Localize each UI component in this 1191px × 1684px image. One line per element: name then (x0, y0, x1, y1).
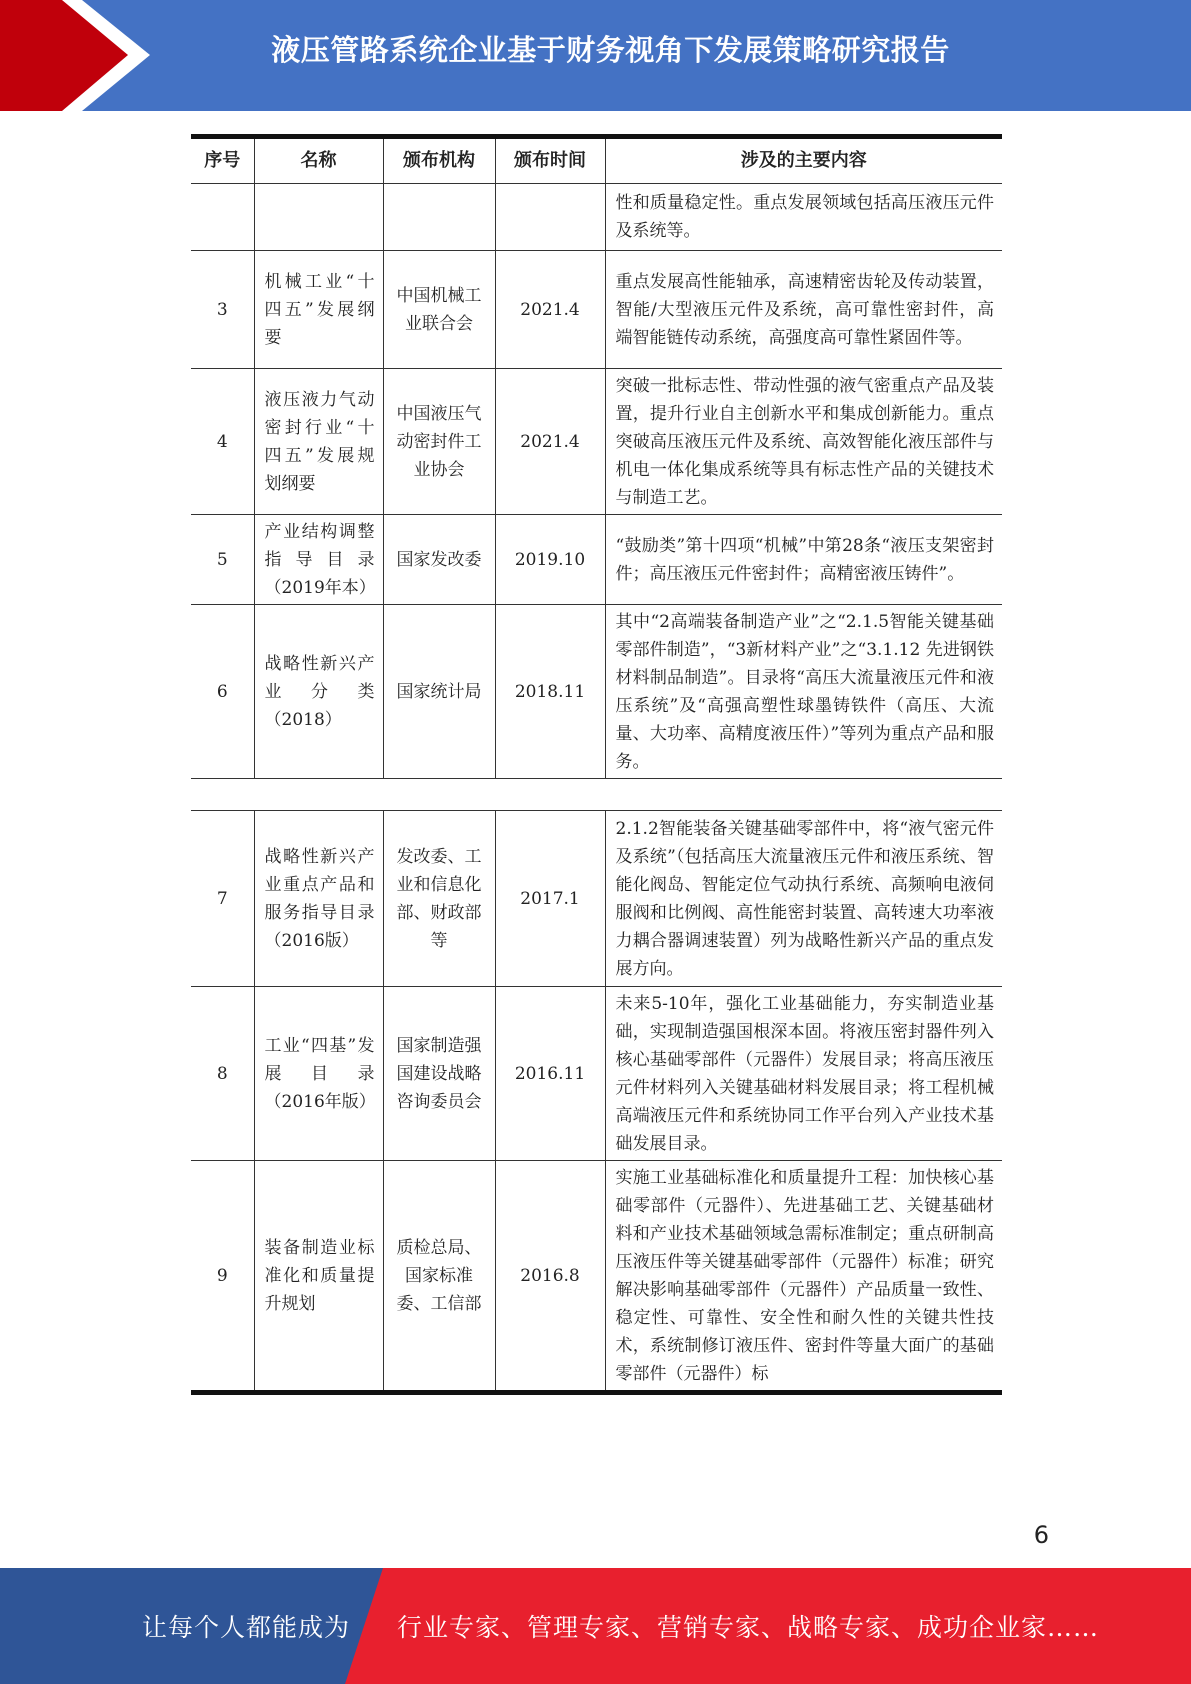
cell-name: 工业“四基”发展目录（2016年版） (254, 987, 383, 1161)
cell-no: 4 (191, 369, 254, 515)
cell-org: 国家统计局 (383, 605, 495, 779)
cell-content: “鼓励类”第十四项“机械”中第28条“液压支架密封件；高压液压元件密封件；高精密液压铸件”。 (605, 515, 1002, 605)
cell-date: 2021.4 (495, 251, 605, 369)
cell-date: 2016.11 (495, 987, 605, 1161)
cell-name: 装备制造业标准化和质量提升规划 (254, 1161, 383, 1393)
cell-date: 2021.4 (495, 369, 605, 515)
cell-no: 8 (191, 987, 254, 1161)
cell-no: 6 (191, 605, 254, 779)
footer-slogan-left: 让每个人都能成为 (142, 1613, 351, 1642)
cell-name (254, 184, 383, 251)
table-row (191, 515, 1002, 605)
header-banner (0, 0, 1191, 111)
table-row (191, 987, 1002, 1161)
header-no: 序号 (191, 137, 254, 184)
policy-table (191, 134, 1002, 779)
header-content: 涉及的主要内容 (605, 137, 1002, 184)
header-org: 颁布机构 (383, 137, 495, 184)
cell-no (191, 184, 254, 251)
table-row (191, 251, 1002, 369)
table-row (191, 1161, 1002, 1393)
cell-no: 3 (191, 251, 254, 369)
cell-name: 液压液力气动密封行业“十四五”发展规划纲要 (254, 369, 383, 515)
cell-content: 突破一批标志性、带动性强的液气密重点产品及装置，提升行业自主创新水平和集成创新能力。重点突破高压液压元件及系统、高效智能化液压部件与机电一体化集成系统等具有标志性产品的关键技术与制造工艺。 (605, 369, 1002, 515)
cell-content: 其中“2高端装备制造产业”之“2.1.5智能关键基础零部件制造”，“3新材料产业”之“3.1.12 先进钢铁材料制品制造”。目录将“高压大流量液压元件和液压系统”及“高强高塑性球墨铸铁件（高压、大流量、大功率、高精度液压件）”等列为重点产品和服务。 (605, 605, 1002, 779)
table-row (191, 605, 1002, 779)
cell-org: 国家制造强国建设战略咨询委员会 (383, 987, 495, 1161)
footer-banner (0, 1568, 1191, 1684)
document-title: 液压管路系统企业基于财务视角下发展策略研究报告 (271, 33, 950, 67)
policy-table-continued (191, 810, 1002, 1395)
cell-no: 7 (191, 811, 254, 987)
cell-name: 机械工业“十四五”发展纲要 (254, 251, 383, 369)
cell-date (495, 184, 605, 251)
cell-name: 产业结构调整指导目录（2019年本） (254, 515, 383, 605)
cell-content: 重点发展高性能轴承，高速精密齿轮及传动装置，智能/大型液压元件及系统，高可靠性密封件，高端智能链传动系统，高强度高可靠性紧固件等。 (605, 251, 1002, 369)
cell-date: 2019.10 (495, 515, 605, 605)
page-number: 6 (1033, 1521, 1049, 1549)
cell-org: 中国机械工业联合会 (383, 251, 495, 369)
cell-content: 未来5-10年，强化工业基础能力，夯实制造业基础，实现制造强国根深本固。将液压密封器件列入核心基础零部件（元器件）发展目录；将高压液压元件材料列入关键基础材料发展目录；将工程机械高端液压元件和系统协同工作平台列入产业技术基础发展目录。 (605, 987, 1002, 1161)
cell-date: 2017.1 (495, 811, 605, 987)
table-row (191, 811, 1002, 987)
cell-org: 发改委、工业和信息化部、财政部等 (383, 811, 495, 987)
header-date: 颁布时间 (495, 137, 605, 184)
table-header-row (191, 137, 1002, 184)
cell-date: 2016.8 (495, 1161, 605, 1393)
cell-content: 实施工业基础标准化和质量提升工程：加快核心基础零部件（元器件）、先进基础工艺、关键基础材料和产业技术基础领域急需标准制定；重点研制高压液压件等关键基础零部件（元器件）标准；研究解决影响基础零部件（元器件）产品质量一致性、稳定性、可靠性、安全性和耐久性的关键共性技术，系统制修订液压件、密封件等量大面广的基础零部件（元器件）标 (605, 1161, 1002, 1393)
footer-slogan-right: 行业专家、管理专家、营销专家、战略专家、成功企业家…… (397, 1613, 1100, 1642)
cell-org: 国家发改委 (383, 515, 495, 605)
cell-org (383, 184, 495, 251)
cell-org: 质检总局、国家标准委、工信部 (383, 1161, 495, 1393)
cell-no: 5 (191, 515, 254, 605)
table-row (191, 184, 1002, 251)
cell-date: 2018.11 (495, 605, 605, 779)
cell-content: 性和质量稳定性。重点发展领域包括高压液压元件及系统等。 (605, 184, 1002, 251)
cell-name: 战略性新兴产业重点产品和服务指导目录（2016版） (254, 811, 383, 987)
cell-org: 中国液压气动密封件工业协会 (383, 369, 495, 515)
cell-name: 战略性新兴产业分类（2018） (254, 605, 383, 779)
table-row (191, 369, 1002, 515)
cell-no: 9 (191, 1161, 254, 1393)
header-name: 名称 (254, 137, 383, 184)
cell-content: 2.1.2智能装备关键基础零部件中，将“液气密元件及系统”（包括高压大流量液压元件和液压系统、智能化阀岛、智能定位气动执行系统、高频响电液伺服阀和比例阀、高性能密封装置、高转速大功率液力耦合器调速装置）列为战略性新兴产品的重点发展方向。 (605, 811, 1002, 987)
